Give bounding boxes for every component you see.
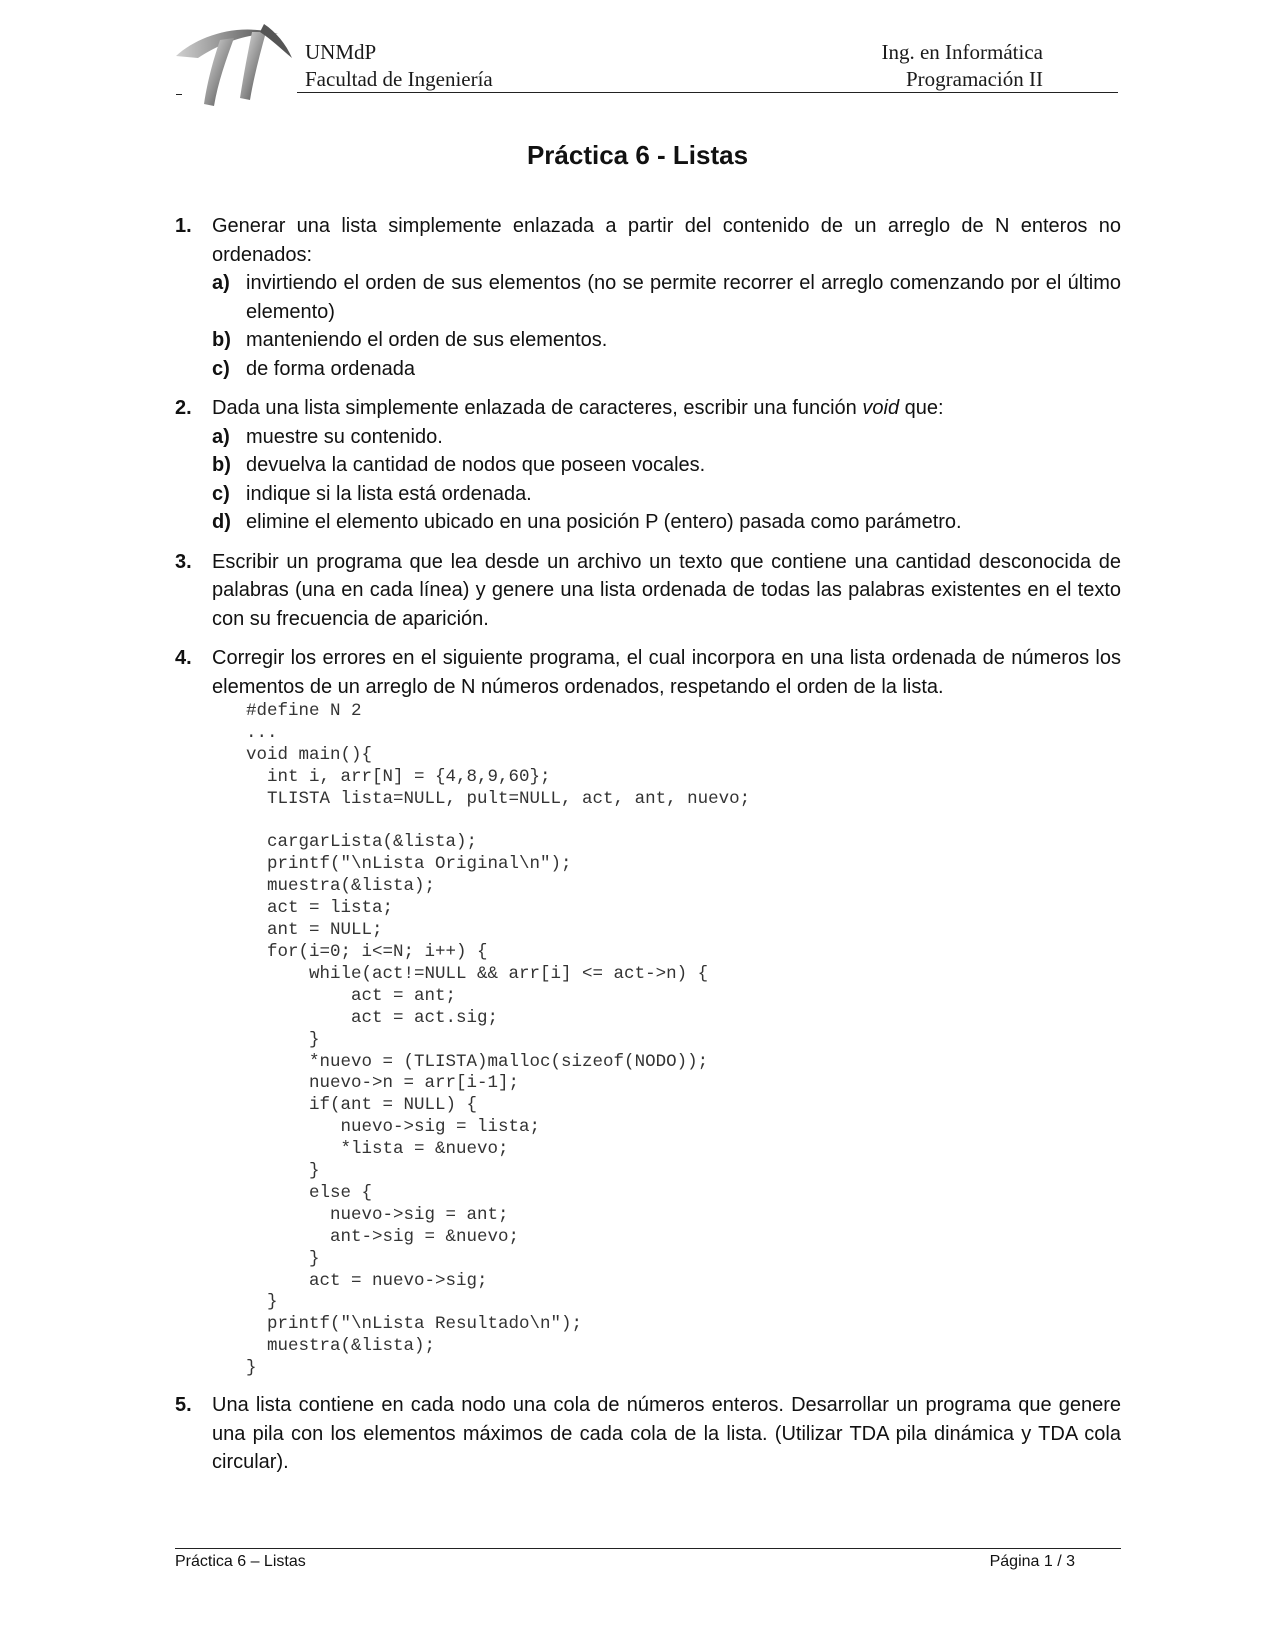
- header-right: [881, 39, 1043, 93]
- exercise-text: Corregir los errores en el siguiente programa, el cual incorpora en una lista ordenada de números los elementos de un arreglo de N números ordenados, respetando el orden de la lista.: [212, 647, 1121, 698]
- list-item: [212, 480, 1121, 509]
- exercise-text: Generar una lista simplemente enlazada a partir del contenido de un arreglo de N enteros no ordenados:: [212, 215, 1121, 266]
- item-label: b): [212, 454, 231, 476]
- exercise-number: 4.: [175, 647, 192, 669]
- item-label: c): [212, 482, 230, 505]
- exercise-text-part: Dada una lista simplemente enlazada de caracteres, escribir una función: [212, 397, 863, 419]
- exercise-2: [175, 394, 1121, 537]
- exercise-list: [175, 212, 1121, 1488]
- career-name: Ing. en Informática: [881, 40, 1043, 64]
- exercise-5: [175, 1391, 1121, 1477]
- header-tick: [176, 94, 182, 95]
- list-item: [212, 355, 1121, 384]
- exercise-text-part: que:: [899, 397, 944, 419]
- list-item: [212, 423, 1121, 452]
- item-label: a): [212, 272, 230, 294]
- header-left: [305, 39, 493, 93]
- exercise-number: 3.: [175, 550, 192, 573]
- item-text: elimine el elemento ubicado en una posición P (entero) pasada como parámetro.: [246, 511, 962, 533]
- item-text: invirtiendo el orden de sus elementos (no se permite recorrer el arreglo comenzando por el último elemento): [246, 272, 1121, 323]
- item-text: indique si la lista está ordenada.: [246, 482, 532, 505]
- footer-divider: [175, 1548, 1121, 1549]
- exercise-text: Una lista contiene en cada nodo una cola de números enteros. Desarrollar un programa que genere una pila con los elementos máximos de cada cola de la lista. (Utilizar TDA pila dinámica y TDA cola circular).: [212, 1394, 1121, 1474]
- item-text: devuelva la cantidad de nodos que poseen vocales.: [246, 454, 706, 476]
- exercise-4: [175, 644, 1121, 1380]
- code-listing: #define N 2 ... void main(){ int i, arr[N] = {4,8,9,60}; TLISTA lista=NULL, pult=NULL, act, ant, nuevo; cargarLista(&lista); printf("\nLista Original\n"); muestra(&lista); act = lista; ant = NULL; for(i=0; i<=N; i++) { while(act!=NULL && arr[i] <= act->n) { act = ant; act = act.sig; } *nuevo = (TLISTA)malloc(sizeof(NODO)); nuevo->n = arr[i-1]; if(ant = NULL) { nuevo->sig = lista; *lista = &nuevo; } else { nuevo->sig = ant; ant->sig = &nuevo; } act = nuevo->sig; } printf("\nLista Resultado\n"); muestra(&lista); }: [246, 701, 751, 1379]
- list-item: [212, 508, 1121, 537]
- item-text: manteniendo el orden de sus elementos.: [246, 329, 608, 351]
- university-name: UNMdP: [305, 40, 377, 64]
- item-text: de forma ordenada: [246, 357, 416, 380]
- exercise-items: [212, 423, 1121, 537]
- header-divider: [297, 92, 1118, 93]
- list-item: [212, 326, 1121, 355]
- exercise-text-emphasis: void: [862, 397, 900, 419]
- exercise-number: 2.: [175, 397, 192, 419]
- item-label: a): [212, 425, 230, 448]
- page-title: Práctica 6 - Listas: [526, 140, 749, 170]
- item-label: d): [212, 511, 231, 533]
- exercise-items: [212, 269, 1121, 383]
- course-name: Programación II: [905, 67, 1043, 91]
- item-text: muestre su contenido.: [246, 425, 443, 448]
- exercise-text: [212, 394, 1121, 423]
- exercise-number: 5.: [175, 1394, 192, 1417]
- footer-title: Práctica 6 – Listas: [175, 1553, 306, 1570]
- list-item: [212, 269, 1121, 326]
- page-number: Página 1 / 3: [989, 1553, 1075, 1570]
- university-logo: [168, 18, 296, 110]
- exercise-text: Escribir un programa que lea desde un archivo un texto que contiene una cantidad desconocida de palabras (una en cada línea) y genere una lista ordenada de todas las palabras existentes en el texto con su frecuencia de aparición.: [212, 550, 1121, 630]
- item-label: c): [212, 357, 230, 380]
- faculty-name: Facultad de Ingeniería: [305, 67, 493, 91]
- exercise-3: [175, 548, 1121, 634]
- exercise-number: 1.: [175, 215, 192, 237]
- list-item: [212, 451, 1121, 480]
- exercise-1: [175, 212, 1121, 383]
- item-label: b): [212, 329, 231, 351]
